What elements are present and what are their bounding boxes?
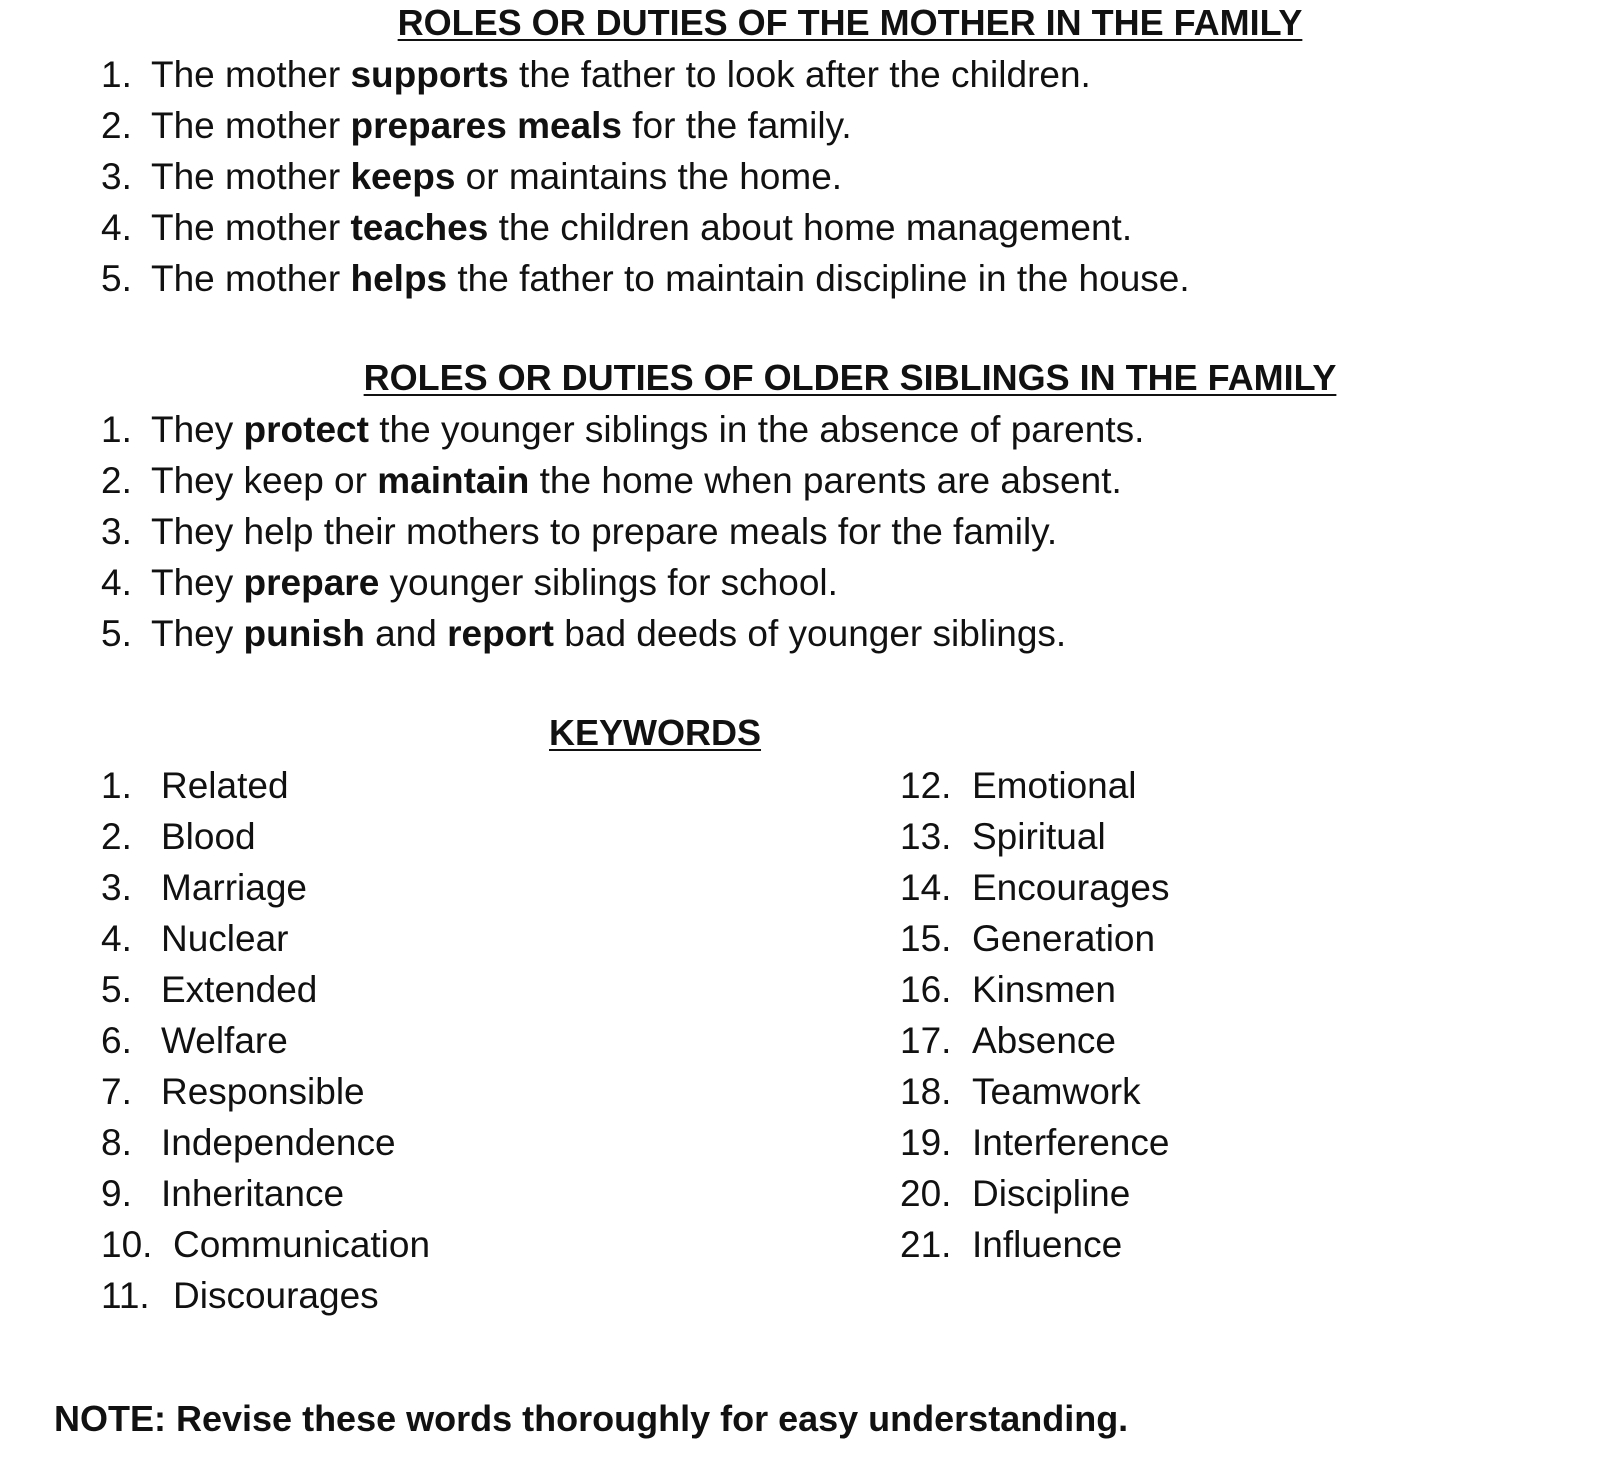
list-item: 12. Emotional bbox=[900, 765, 1137, 806]
list-item: 3. They help their mothers to prepare meals for the family. bbox=[101, 511, 1058, 552]
list-item: 4. They prepare younger siblings for school. bbox=[101, 562, 838, 603]
list-item: 4. The mother teaches the children about home management. bbox=[101, 207, 1133, 248]
list-item: 7. Responsible bbox=[101, 1071, 365, 1112]
siblings-roles-list bbox=[101, 404, 1144, 659]
keywords-title: KEYWORDS bbox=[549, 712, 762, 753]
list-item: 19. Interference bbox=[900, 1122, 1170, 1163]
list-item: 21. Influence bbox=[900, 1224, 1123, 1265]
list-item: 2. The mother prepares meals for the family. bbox=[101, 105, 852, 146]
list-item: 11. Discourages bbox=[101, 1275, 379, 1316]
list-item: 20. Discipline bbox=[900, 1173, 1131, 1214]
list-item: 15. Generation bbox=[900, 918, 1156, 959]
list-item: 6. Welfare bbox=[101, 1020, 288, 1061]
list-item: 5. They punish and report bad deeds of younger siblings. bbox=[101, 613, 1067, 654]
list-item: 18. Teamwork bbox=[900, 1071, 1141, 1112]
list-item: 1. They protect the younger siblings in the absence of parents. bbox=[101, 409, 1145, 450]
list-item: 13. Spiritual bbox=[900, 816, 1106, 857]
keywords-left-list bbox=[101, 760, 430, 1321]
list-item: 2. Blood bbox=[101, 816, 256, 857]
revision-note: NOTE: Revise these words thoroughly for easy understanding. bbox=[54, 1398, 1129, 1439]
list-item: 4. Nuclear bbox=[101, 918, 289, 959]
list-item: 16. Kinsmen bbox=[900, 969, 1116, 1010]
siblings-section-title: ROLES OR DUTIES OF OLDER SIBLINGS IN THE FAMILY bbox=[363, 357, 1337, 398]
list-item: 1. The mother supports the father to look after the children. bbox=[101, 54, 1091, 95]
list-item: 2. They keep or maintain the home when parents are absent. bbox=[101, 460, 1122, 501]
list-item: 14. Encourages bbox=[900, 867, 1170, 908]
list-item: 8. Independence bbox=[101, 1122, 396, 1163]
list-item: 9. Inheritance bbox=[101, 1173, 345, 1214]
list-item: 3. Marriage bbox=[101, 867, 307, 908]
list-item: 10. Communication bbox=[101, 1224, 431, 1265]
list-item: 5. The mother helps the father to maintain discipline in the house. bbox=[101, 258, 1190, 299]
list-item: 3. The mother keeps or maintains the home. bbox=[101, 156, 843, 197]
list-item: 17. Absence bbox=[900, 1020, 1116, 1061]
list-item: 1. Related bbox=[101, 765, 289, 806]
list-item: 5. Extended bbox=[101, 969, 318, 1010]
mother-roles-list bbox=[101, 49, 1190, 304]
mother-section-title: ROLES OR DUTIES OF THE MOTHER IN THE FAMILY bbox=[397, 2, 1303, 43]
keywords-right-list bbox=[900, 760, 1169, 1270]
